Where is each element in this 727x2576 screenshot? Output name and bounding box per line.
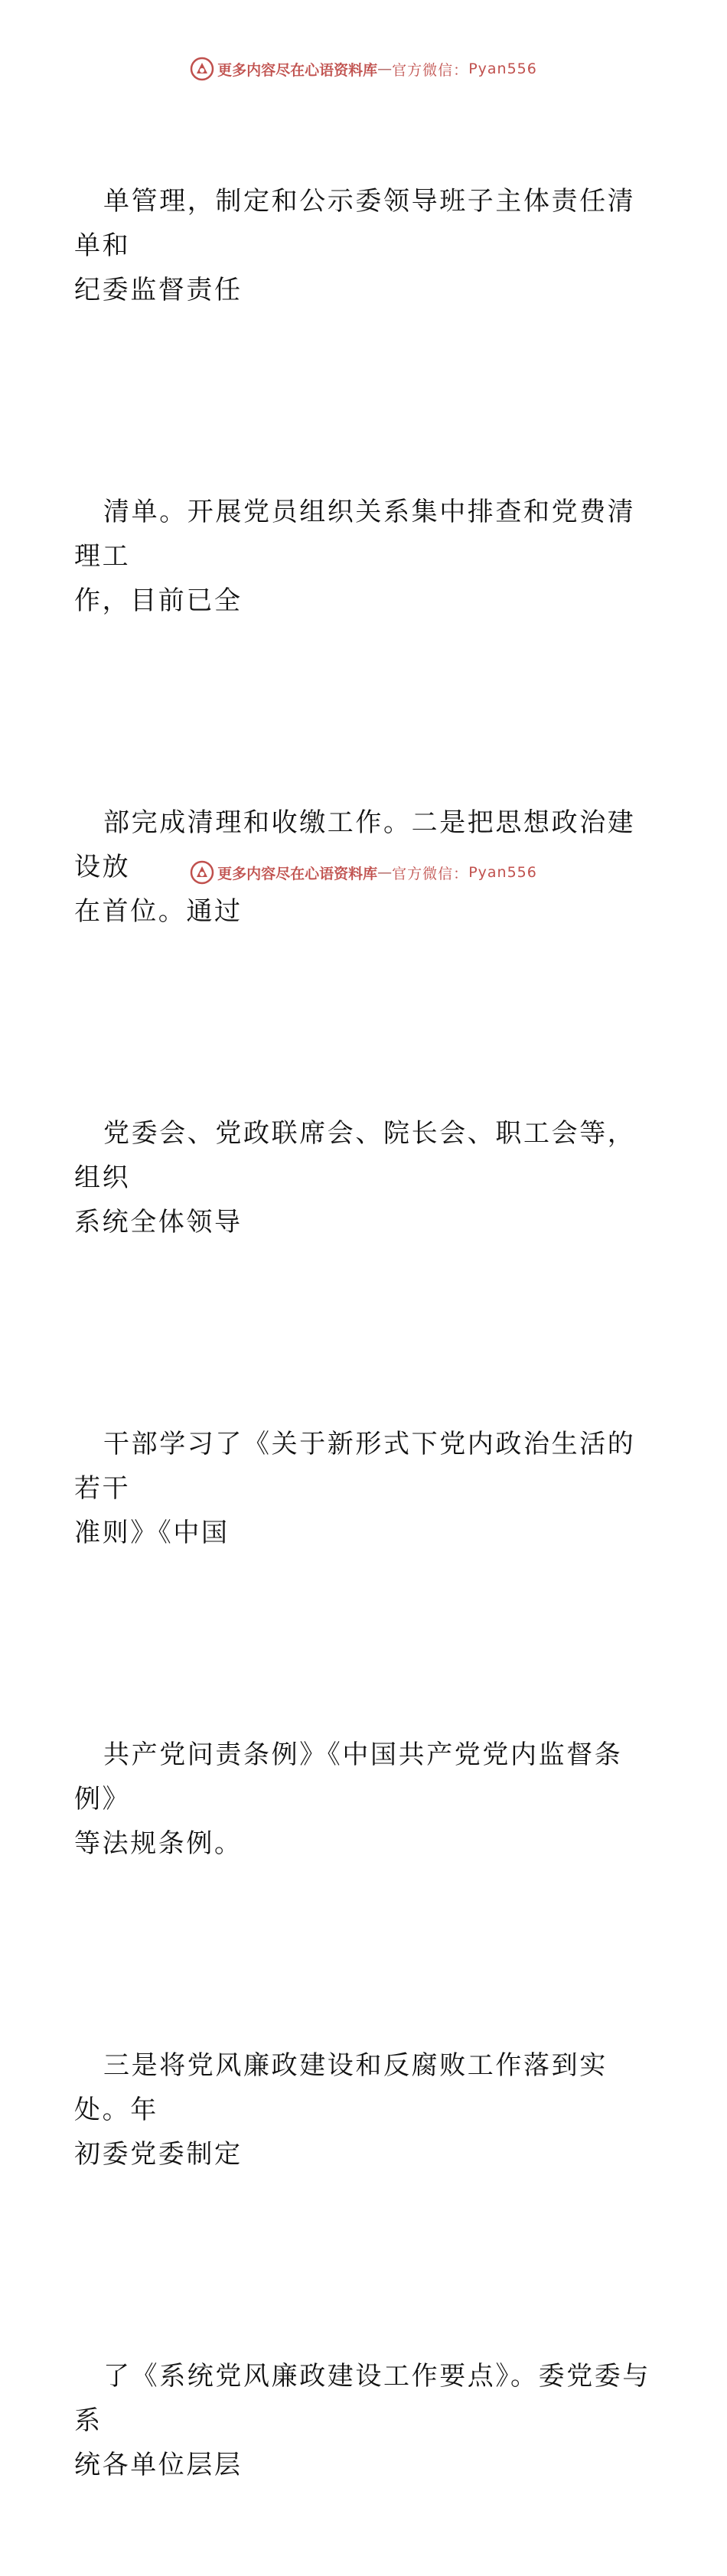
banner-separator: — (377, 60, 393, 77)
paragraph-line: 系统全体领导 (74, 1207, 243, 1237)
paragraph (74, 1955, 656, 2265)
banner-wechat-id: Pyan556 (468, 864, 537, 881)
banner-wechat-label: 官方微信： (392, 61, 469, 79)
paragraph (74, 1022, 656, 1333)
paragraph-line: 干部学习了《关于新形式下党内政治生活的若干 (74, 1429, 636, 1504)
paragraph-line: 共产党问责条例》《中国共产党党内监督条例》 (74, 1740, 623, 1815)
paragraph-line: 党委会、党政联席会、院长会、职工会等，组织 (74, 1118, 636, 1193)
paragraph-line: 了《系统党风廉政建设工作要点》。委党委与系 (74, 2361, 650, 2436)
banner-wechat-label: 官方微信： (392, 865, 469, 882)
paragraph-line: 在首位。通过 (74, 896, 243, 927)
paragraph-line: 准则》《中国 (74, 1518, 230, 1548)
paragraph-line: 纪委监督责任 (74, 275, 243, 305)
paragraph-line: 三是将党风廉政建设和反腐败工作落到实处。年 (74, 2050, 608, 2125)
paragraph (74, 2265, 656, 2576)
paragraph (74, 90, 656, 401)
paragraph-line: 清单。开展党员组织关系集中排查和党费清理工 (74, 497, 636, 572)
document-body (74, 90, 656, 2576)
banner-wechat-id: Pyan556 (468, 60, 537, 77)
paragraph-line: 统各单位层层 (74, 2450, 243, 2480)
paragraph-line: 部完成清理和收缴工作。二是把思想政治建设放 (74, 807, 636, 882)
paragraph-line: 等法规条例。 (74, 1828, 243, 1859)
banner-separator: — (377, 864, 393, 881)
footer-banner (0, 857, 727, 888)
paragraph (74, 1333, 656, 1644)
paragraph-line: 初委党委制定 (74, 2139, 243, 2170)
banner-brand-text: 更多内容尽在心语资料库 (217, 61, 378, 79)
red-seal-logo-icon (190, 860, 214, 885)
paragraph-line: 单管理，制定和公示委领导班子主体责任清单和 (74, 186, 636, 261)
red-seal-logo-icon (190, 57, 214, 81)
paragraph (74, 401, 656, 712)
paragraph-line: 作，目前已全 (74, 585, 243, 616)
banner-brand-text: 更多内容尽在心语资料库 (217, 865, 378, 882)
header-banner (0, 54, 727, 84)
paragraph (74, 1644, 656, 1955)
